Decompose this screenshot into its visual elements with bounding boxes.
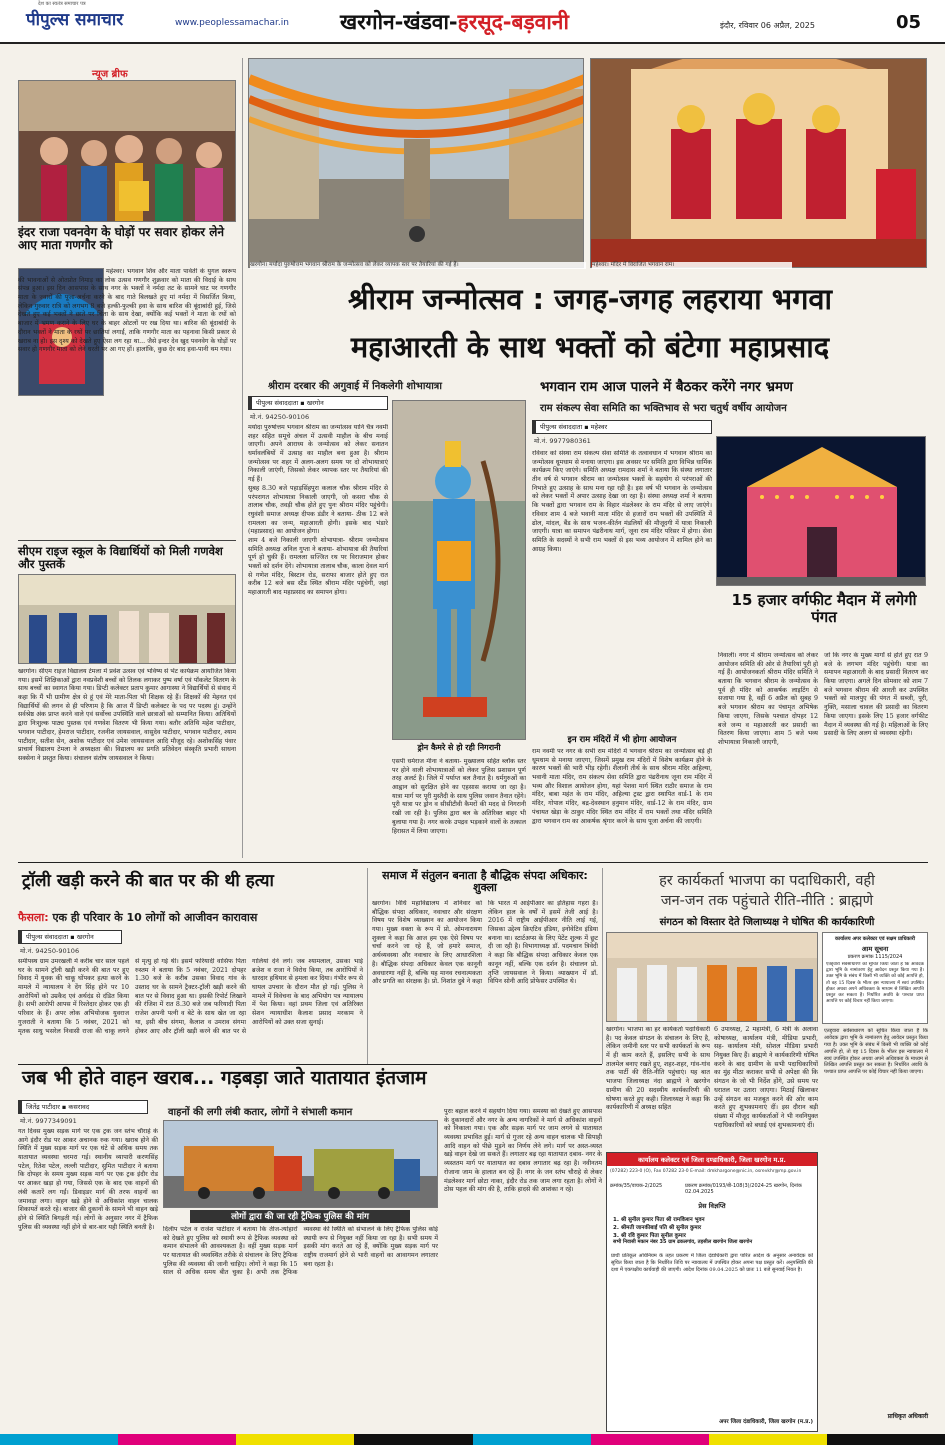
trolley-body: समीपस्थ ग्राम उमरखली में करीब चार साल पहले घर के सामने ट्रॉली खड़ी करने की बात पर हुए विवाद में युवक की चाकू घोंपकर हत्या करने के मामले में न्यायालय ने देंग सिंह होने पर 10 आरोपियों को उम्रकैद एवं अर्थदंड से दंडित किया है। सभी आरोपी आपस में रिश्तेदार होकर एक ही परिवार के हैं। अपर लोक अभियोजक युवराज गुजराती ने बताया कि 5 नवंबर, 2021 को मृतक साधु भसरेल निवासी राजा की चाकू लगने से मृत्यु हो गई थी। इसमें फरियादी वासिफ पिता रुस्तम ने बताया कि 5 नवंबर, 2021 दोपहर 1.30 बजे के करीब उसका विवाद गांव के उस्ताद घर के सामने ट्रैक्टर-ट्रॉली खड़ी करने की बात पर से विवाद हुआ था। इसकी रिपोर्ट लिखाने की रंजिश में रात 8.30 बजे जब फरियादी पिता राजेश अपनी पत्नी व बेटे के साथ खेत जा रहा था, इसी बीच संगमा, कैलाश व उमराव संगमा होकर आए और ट्रॉली खड़ी करने की बात पर से गालियां देने लगे। जब श्यामलाल, उसका भाई ब्रजेश व राजा ने विरोध किया, तब आरोपियों ने धारदार हथियार से हमला कर दिया। गंभीर रूप से घायल उपचार के दौरान मौत हो गई। पुलिस ने मामले में विवेचना के बाद अभियोग पत्र न्यायालय में पेश किया। वहां प्रथम जिला एवं अतिरिक्त सेशन न्यायाधीश कैलाश प्रसाद मरकाम ने आरोपियों को उक्त सजा सुनाई। (18, 958, 363, 1035)
main-subhead: श्रीराम दरबार की अगुवाई में निकलेगी शोभायात्रा (268, 381, 442, 392)
maheshwar-body-2: राम नवमी पर नगर के सभी राम मंदिरों में भगवान श्रीराम का जन्मोत्सव बड़े ही धूमधाम से मनाया जाएगा, जिसमें प्रमुख राम मंदिरों में विशेष कार्यक्रम होने के कारण भक्तों की भारी भीड़ रहेगी। शैलानी तीर्थ के साथ श्रीराम मंदिर अहिल्या, भवानी माता मंदिर, राम संकल्प सेवा समिति द्वारा पंढरीनाथ जूना राम मंदिर में भव्य और विशाल आयोजन होगा, यहां पेशवा मार्ग स्थित राठौर समाज के राम मंदिर, बाबा महंत के राम मंदिर, अहिल्या ट्रस्ट द्वारा स्थापित वार्ड-1 के राम मंदिर, गोपाल मंदिर, बद्र-देवस्थान हनुमान मंदिर, वार्ड-12 के राम मंदिर, ग्राम पंचायत खेड़ा के ठाकुर मंदिर स्थित राम मंदिर में राम भक्तों तथा मंदिर समिति द्वारा भगवान राम का आकर्षक श्रृंगार करने के साथ पूजा अर्चना की जाएगी। (532, 748, 712, 825)
maheshwar-byline-org: पीपुल्स संवाददाता (540, 423, 583, 431)
trolley-byline: पीपुल्स संवाददाता ▪ खरगोन (18, 930, 122, 944)
main-byline-org: पीपुल्स संवाददाता (256, 399, 299, 407)
traffic-body-col3: पुराः बहाल करने में सहयोग दिया गया। समस्या को देखते हुए आसपास के दुकानदारों और नगर के अन्य नागरिकों ने मार्ग से अधिकांश वाहनों को निकाला गया। एक और सड़क मार्ग पर जाम लगने से यातायात व्यवस्था प्रभावित हुई। मार्ग से गुजर रहे अन्य वाहन चालक भी सिपाही आदि वाहन को पीछे मुड़ने का निर्णय लेने लगे। मार्ग पर अस्त-व्यस्त खड़े वाहन देखे जा सकते हैं। लगातार बढ़ रहा यातायात दबाव- नगर के व्यस्ततम मार्ग पर यातायात का दबाव लगातार बढ़ रहा है। नवीनतम रोजाना जाम के हालात बन रहे हैं। नगर के जन स्तंभ चौराहे से लेकर मंडलेश्वर मार्ग छोटा नाका, इंदौर रोड तक जाम लगा रहता है। लोगों ने ठोस पहल की मांग की है, ताकि हादसे की आशंका न रहे। (444, 1108, 602, 1194)
trolley-headline: ट्रॉली खड़ी करने की बात पर की थी हत्या (22, 871, 274, 891)
ram-idol-illustration (591, 59, 927, 268)
temple-lights-photo (716, 436, 926, 586)
printer-color-strip (0, 1434, 945, 1445)
page-number: 05 (896, 12, 922, 33)
notice-ref: प्रकरण क्रमांक 1115/2024 (847, 954, 903, 960)
traffic-byline: जितेंद्र पाटीदार ▪ कसरावद (18, 1100, 148, 1114)
notice-clipping (822, 932, 928, 1024)
top-photo-caption-2: महेश्वर। मंदिर में विराजित भगवान राम। (592, 262, 792, 269)
traffic-byline-place: कसरावद (68, 1103, 90, 1111)
trolley-byline-place: खरगोन (76, 933, 94, 941)
ram-statue-photo (392, 400, 526, 740)
trolley-subhead (18, 910, 368, 925)
ram-idol-photo (590, 58, 927, 268)
maheshwar-byline-place: महेश्वर (590, 423, 608, 431)
tender-ref-right: प्रकरण क्रमांक/0193/बी-108(3)/2024-25 खरगोन, दिनांक 02.04.2025 (685, 1183, 802, 1195)
tender-ref-left: क्रमांक/35/वाचक-2/2025 (610, 1183, 663, 1189)
main-headline-line1: श्रीराम जन्मोत्सव : जगह-जगह लहराया भगवा (347, 282, 833, 316)
notice-footer: प्राधिकृत अधिकारी (887, 1413, 928, 1420)
tender-body: प्रार्थी प्रतिकूल अधिनियम के तहत प्रकरण में जिला दंडाधिकारी द्वारा पारित आदेश के अनुसार अनावेदक को सूचित किया जाता है कि निर्धारित तिथि पर न्यायालय में उपस्थित होकर अपना पक्ष प्रस्तुत करें। अनुपस्थिति की दशा में एकपक्षीय कार्यवाही की जाएगी। आदेश दिनांक 09.04.2025 को प्रातः 11 बजे सुनवाई नियत है। (611, 1253, 813, 1273)
main-body-col2: एसपी धर्मराज मीना ने बताया- मुख्यालय सहित ब्लॉक स्तर पर होने वाली शोभायात्राओं को लेकर पुलिस प्रशासन पूर्ण तरह अलर्ट है। जिले में पर्याप्त बल तैनात है। धर्मगुरुओं का आह्वान को सुरक्षित होने का एहसास कराया जा रहा है। यात्रा मार्ग पर पूरी मुस्तैदी के साथ पुलिस जवान तैनात रहेंगे। पूरी यात्रा पर ड्रोन व सीसीटीवी कैमरों की मदद से निगरानी रखी जा रही है। पुलिस द्वारा बल के अतिरिक्त बाहर भी बुलाया गया है। नगर करके उपद्रव भड़काने वालों के तत्काल हिरासत में लिया जाएगा। (392, 758, 526, 835)
news-brief-label: न्यूज ब्रीफ (92, 69, 128, 80)
traffic-body-col2: दिलीप पटेल व राजेश पाटीदार ने बताया कि तीज-त्योहारों को देखते हुए पुलिस को स्थायी रूप से ट्रैफिक व्यवस्था को कमान संभालने की आवश्यकता है। वहीं मुख्य सड़क मार्ग पर यातायात की व्यवस्थित तरीके से संचालन के लिए ट्रैफिक पुलिस की व्यवस्था की जानी चाहिए। लोगों ने कहा कि 15 साल से अधिक समय बीत चुका है। अभी तक ट्रैफिक व्यवस्था की स्थिति को संभालने के लिए ट्रैफिक पुलिस कोई स्थायी रूप से नियुक्त नहीं किया जा रहा है। सभी समय में इसकी मांग करते आ रहे हैं, क्योंकि मुख्य सड़क मार्ग पर राष्ट्रीय राजमार्ग होने से भारी वाहनों का आवागमन लगातार बना रहता है। (163, 1226, 438, 1277)
traffic-body-col1: गत दिवस मुख्य सड़क मार्ग पर एक ट्रक जन स्तंभ चौराहे के आगे इंदौर रोड पर आकर अचानक रुक गया। खराब होने की स्थिति में मुख्य सड़क मार्ग पर एक घंटे से अधिक समय तक यातायात व्यवस्था चरमरा गई। स्थानीय व्यापारी करणसिंह पटेल, रितेश पटेल, लल्ली पाटीदार, सुमित पाटीदार ने बताया कि दोपहर के समय मुख्य सड़क मार्ग पर एक ट्रक इंदौर रोड पर आकर खड़ा हो गया, जिससे एक के बाद एक वाहनों की लंबी कतारें लग गईं। डिवाइडर मार्ग की तरफ वाहनों का जमावड़ा लगा। वाहन खड़े होने से अधिकांश वाहन चालक शिकायतें करते रहे। बाजार की दुकानों के सामने भी वाहन खड़े होने से स्थिति बिगड़ती गई। लोगों के अनुसार नगर में ट्रैफिक पुलिस की व्यवस्था नहीं होने से बार-बार यही स्थिति बनती है। (18, 1128, 158, 1231)
gangaur-photo (18, 80, 236, 222)
street-decor-photo (248, 58, 584, 268)
trolley-verdict-text: एक ही परिवार के 10 लोगों को आजीवन कारावास (52, 911, 258, 924)
notice-header: कार्यालय अपर कलेक्टर एवं सक्षम प्राधिकारी (834, 936, 916, 942)
bjp-subhead: संगठन को विस्तार देते जिलाध्यक्ष ने घोषित की कार्यकारिणी (659, 917, 875, 928)
traffic-headline: जब भी होते वाहन खराब... गड़बड़ा जाते यातायात इंतजाम (22, 1067, 427, 1089)
traffic-phone: मो.नं. 9977349091 (20, 1117, 77, 1125)
main-headline-line2: महाआरती के साथ भक्तों को बंटेगा महाप्रसाद (350, 330, 830, 364)
brief-body-1: महेश्वर। भगवान शिव और माता पार्वती के युगल स्वरूप की भावनाओं से ओतप्रोत निमाड़ का लोक उत्सव गणगौर शुक्रवार को माता की विदाई के साथ संपन्न हुआ। इस दिन आसपास के साथ नगर के भक्तों ने नर्मदा तट के सामने घाट पर गणगौर माता के ज्वारों की पूजा-अर्चना करने के बाद गाते बिलखते हुए मां नर्मदा में विसर्जित किया, लेकिन गुरुवार रात्रि को लगभग 8 बजे हल्की-फुल्की हवा के साथ बारिश की बूंदाबांदी हुई, जिसे देखते हुए कई भक्तों ने छाते पर चिंता के साथ देखा, क्योंकि कई भक्तों ने माता के रथों को बाजार में भ्रमण कराने के लिए घर के बाहर ओटलों पर रख दिया था। बारिश की बूंदाबांदी के दौरान भक्तों ने माता के रथों पर छातियां लगाईं, ताकि गणगौर माता का पहनावा किसी प्रकार से खराब ना हो। इस दृश्य को देखते हुए ऐसा लग रहा था... जैसे इन्दर देव खुद पवनवेग के घोड़ों पर सवार हो गणगौर माता को लेने धरती पर आ गए हों। हालांकि, कुछ देर बाद हवा-पानी थम गया। (18, 268, 236, 354)
bjp-headline-line1: हर कार्यकर्ता भाजपा का पदाधिकारी, वही (659, 873, 875, 889)
tender-line-3: 3. श्री रवि कुमार पिता सुनील कुमार (613, 1233, 686, 1239)
street-decor-illustration (249, 59, 584, 268)
column-rule (242, 58, 243, 858)
section-divider-1 (18, 862, 928, 863)
notice-body: एतद्द्वारा सर्वसाधारण को सूचित किया जाता है कि आवेदक द्वारा भूमि के नामांतरण हेतु आवेदन प्रस्तुत किया गया है। उक्त भूमि के संबंध में किसी भी व्यक्ति को कोई आपत्ति हो, तो वह 15 दिवस के भीतर इस न्यायालय में स्वयं उपस्थित होकर अथवा अपने अधिवक्ता के माध्यम से लिखित आपत्ति प्रस्तुत कर सकता है। निर्धारित अवधि के पश्चात प्राप्त आपत्ति पर कोई विचार नहीं किया जाएगा। (826, 962, 924, 1005)
school-photo (18, 574, 236, 664)
maheshwar-subhead: राम संकल्प सेवा समिति का भक्तिभाव से भरा चतुर्थ वर्षीय आयोजन (540, 403, 787, 414)
main-body: मर्यादा पुरुषोत्तम भगवान श्रीराम का जन्मोत्सव यानि चैत्र नवमी शहर सहित समूचे अंचल में उत्सवी माहौल के बीच मनाई जाएगी। अपने आराध्य के जन्मोत्सव को लेकर सनातन धर्मावलंबियों में उत्साह का माहौल बना हुआ है। श्रीराम जन्मोत्सव पर शहर में अलग-अलग समय पर दो शोभायात्राएं निकाली जाएंगी, जिसको लेकर व्यापक स्तर पर तैयारियां की गई हैं। सुबह 8.30 बजे पहाड़सिंहपुरा कलाल चौक श्रीराम मंदिर से परंपरागत शोभायात्रा निकाली जाएगी, जो कसरा चौक से तालाब चौक, तवड़ी चौक होते हुए पुनः श्रीराम मंदिर पहुंचेगी। रघुवंशी समाज अध्यक्ष दीपक डंडीर ने बताया- ठीक 12 बजे रामलला का जन्म, महाआरती होगी। इसके बाद भंडारे (महाप्रसाद) का आयोजन होगा। शाम 4 बजे निकाली जाएगी शोभायात्रा- श्रीराम जन्मोत्सव समिति अध्यक्ष अनिल गुप्ता ने बताया- शोभायात्रा की तैयारियां पूर्ण हो चुकी हैं। रामलला सज्जित रथ पर विराजमान होकर भक्तों को दर्शन देंगे। शोभायात्रा तालाब चौक, काला देवल मार्ग से गणेश मंदिर, बिस्टान रोड, सराफा बाजार होते हुए रात करीब 12 बजे बस स्टैंड स्थित श्रीराम मंदिर पहुंचेगी, जहां महाआरती बाद महाप्रसाद का समापन होगा। (248, 424, 388, 597)
maheshwar-body: रविवार को संस्था राम संकल्प सेवा समिति के तत्वावधान में भगवान श्रीराम का जन्मोत्सव धूमधाम से मनाया जाएगा। इस अवसर पर समिति द्वारा विभिन्न धार्मिक कार्यक्रम किए जाएंगे। समिति अध्यक्ष रामदास शर्मा ने बताया कि संस्था लगातार तीन वर्ष से भगवान श्रीराम का जन्मोत्सव भक्तों के सहयोग से परंपराओं की निभाते हुए उत्साह के साथ मना रहा रही है। इस वर्ष भी भगवान के जन्मोत्सव को लेकर भक्तों में अपार उत्साह देखा जा रहा है। संस्था अध्यक्ष शर्मा ने बताया कि भक्तों द्वारा भगवान राम के विहार मंडलेश्वर के राम मंदिर से लाए जाएंगे। रविवार शाम 4 बजे भवानी माता मंदिर से हजारों राम भक्तों की उपस्थिति में ढोल, मांदल, बैंड के साथ भजन-कीर्तन मंडलियों की मौजूदगी में यात्रा निकाली जाएगी। यात्रा का समापन पंढरीनाथ मार्ग, जूना राम मंदिर परिसर में होगा। सेवा समिति के सदस्यों ने सभी राम भक्तों से इस भव्य आयोजन में शामिल होने का आग्रह किया। (532, 450, 712, 553)
gangaur-illustration (19, 81, 236, 222)
notice-continued: एतद्द्वारा सर्वसाधारण को सूचित किया जाता है कि आवेदक द्वारा भूमि के नामांतरण हेतु आवेदन प्रस्तुत किया गया है। उक्त भूमि के संबंध में किसी भी व्यक्ति को कोई आपत्ति हो, तो वह 15 दिवस के भीतर इस न्यायालय में स्वयं उपस्थित होकर अथवा अपने अधिवक्ता के माध्यम से लिखित आपत्ति प्रस्तुत कर सकता है। निर्धारित अवधि के पश्चात प्राप्त आपत्ति पर कोई विचार नहीं किया जाएगा। (824, 1028, 928, 1076)
bjp-body-col1: खरगोन। भाजपा का हर कार्यकर्ता पदाधिकारी है। पद केवल संगठन के संचालन के लिए है, लेकिन जमीनी स्तर पर सभी कार्यकर्ता के रूप में ही काम करते हैं, इसलिए सभी के साथ तालमेल बनाए रखते हुए, शहर-शहर, गांव-गांव तक पार्टी की रीति-नीति पहुंचाएं। यह बात भाजपा जिलाध्यक्ष नंदा ब्राह्मणे ने खरगोन ग्रामीण की 20 सदस्यीय कार्यकारिणी की घोषणा करते हुए कही। जिलाध्यक्ष ने कहा कि कार्यकारिणी में अध्यक्ष सहित (606, 1026, 710, 1112)
trolley-phone: मो.नं. 94250-90106 (20, 947, 80, 955)
notice-title: आम सूचना (861, 945, 889, 953)
brief-body-2: खरगोन। सीएम राइज विद्यालय टेमला में प्रवेश उत्सव एवं भविष्य से भेंट कार्यक्रम आयोजित किया गया। इसमें शिक्षिकाओं द्वारा नवप्रवेशी बच्चों को तिलक लगाकर पुष्प वर्षा एवं पॉकलेट वितरण के साथ बच्चों का स्वागत किया गया। डिप्टी कलेक्टर प्रताप कुमार आगास्या ने विद्यार्थियों से संवाद में कहा कि मैं भी ग्रामीण क्षेत्र से हूं एवं मेरे माता-पिता भी शिक्षक रहे हैं। शिक्षकों की मेहनत एवं विद्यार्थियों की लगन से ही परिणाम है कि आज मैं डिप्टी कलेक्टर के पद पर पदस्थ हूं। उन्होंने सर्वश्रेष्ठ अंक प्राप्त करने वाले एवं सर्वोच्च उपस्थिति वाले छात्राओं को सम्मानित किया। अतिथियों द्वारा निःशुल्क पाठ्य पुस्तक एवं गणवेश वितरण भी किया गया। बतौर अतिथि महेश पाटीदार, भगवान पाटीदार, हेमराज पाटीदार, रजनीश जायसवाल, वासुदेव पाटीदार, भगवान पाटीदार, श्याम पाटीदार, सतीश सेन, अशोक पाटीदार एवं उमेश जायसवाल आदि मौजूद रहे। अशोकसिंह पंवार प्राचार्य विद्यालय टेमला ने अध्यक्षता की। विद्यालय का प्रगति प्रतिवेदन संस्कृति प्रभारी साधना सक्सेना ने प्रस्तुत किया। संचालन संतोष जायसवाल ने किया। (18, 668, 236, 762)
main-byline-place: खरगोन (306, 399, 324, 407)
pangat-headline: 15 हजार वर्गफीट मैदान में लगेगी पंगत (731, 591, 917, 626)
main-phone: मो.नं. 94250-90106 (250, 413, 310, 421)
logo-tagline: देश का स्वतंत्र समाचार पत्र (38, 1, 86, 7)
trolley-byline-org: पीपुल्स संवाददाता (26, 933, 69, 941)
dateline: इंदौर, रविवार 06 अप्रैल, 2025 (720, 21, 815, 30)
pangat-body-col2: जो कि नगर के मुख्य मार्गों से होते हुए रात 9 बजे के लगभग मंदिर पहुंचेगी। यात्रा का समापन महाआरती के बाद प्रसादी वितरण कर किया जाएगा। अगले दिन सोमवार को शाम 7 बजे भगवान श्रीराम की आरती कर उपस्थित भक्तों को मालपुए की पंगत में सब्जी, पूरी, नुक्ति, मसाला चावल की प्रसादी का वितरण किया जाएगा। इसके लिए 15 हजार वर्गफीट मैदान में व्यवस्था की गई है। महिलाओं के लिए प्रसादी के लिए अलग से व्यवस्था रहेगी। (824, 652, 928, 738)
traffic-byline-org: जितेंद्र पाटीदार (26, 1103, 60, 1111)
trolley-rule (367, 868, 368, 1064)
traffic-illustration (164, 1121, 438, 1208)
traffic-photo-caption: लोगों द्वारा की जा रही ट्रैफिक पुलिस की मांग (190, 1210, 410, 1223)
maheshwar-subhead-2: इन राम मंदिरों में भी होगा आयोजन (567, 735, 677, 745)
main-byline: पीपुल्स संवाददाता ▪ खरगोन (248, 396, 388, 410)
traffic-subhead: वाहनों की लगी लंबी कतार, लोगों ने संभाली कमान (168, 1107, 353, 1118)
traffic-photo (163, 1120, 438, 1208)
temple-lights-illustration (717, 437, 926, 586)
bjp-group-photo (606, 932, 818, 1022)
top-photo-caption-1: खरगोन। मर्यादा पुरुषोत्तम भगवान श्रीराम के जन्मोत्सव को लेकर व्यापक स्तर पर तैयारियां की गई हैं। (250, 262, 586, 269)
section-title-main: खरगोन-खंडवा- (340, 10, 458, 34)
logo: पीपुल्स समाचार (26, 10, 124, 30)
samaj-body: खरगोन। विधि महाविद्यालय में शनिवार को बौद्धिक संपदा अधिकार, नवाचार और संरक्षण विषय पर विशेष व्याख्यान का आयोजन किया गया। मुख्य वक्ता के रूप में प्रो. ओमनारायण शुक्ला ने कहा कि आज हम एक ऐसे विषय पर चर्चा करने जा रहे हैं, जो हमारे समाज, अर्थव्यवस्था और नवाचार के लिए आधारशिला है। बौद्धिक संपदा अधिकार केवल एक कानूनी अवधारणा नहीं है, बल्कि यह मानव रचनात्मकता और प्रगति का संरक्षक है। प्रो. निशांत दुबे ने कहा कि भारत में आईपीआर का इतिहास गहरा है। लेकिन हाल के वर्षों में इसमें तेजी आई है। 2016 में राष्ट्रीय आईपीआर नीति लाई गई, जिसका उद्देश्य क्रिएटिव इंडिया, इनोवेटिव इंडिया बनाना था। स्टार्टअप्स के लिए पेटेंट शुल्क में छूट दी जा रही है। विभागाध्यक्ष डॉ. पदमचान त्रिवेदी ने कहा कि बौद्धिक संपदा अधिकार केवल एक कानून नहीं, बल्कि एक दर्शन है। संचालन प्रो. तृप्ति जायसवाल ने किया। व्याख्यान में डॉ. विपिन सोनी आदि प्रोफेसर उपस्थित थे। (372, 900, 598, 986)
drone-caption: ड्रोन कैमरे से हो रही निगरानी (417, 743, 501, 752)
pangat-body-col1: निवाली। नगर में श्रीराम जन्मोत्सव को लेकर आयोजन समिति की ओर से तैयारियां पूरी हो गई हैं। आयोजनकर्ता श्रीराम मंदिर समिति ने बताया कि भगवान श्रीराम के जन्मोत्सव के पूर्व ही मंदिर को आकर्षक लाइटिंग से सजाया गया है, वहीं 6 अप्रैल को सुबह 9 बजे भगवान श्रीराम का पंचामृत अभिषेक किया जाएगा, जिसके पश्चात दोपहर 12 बजे जन्म व महाआरती कर प्रसादी का वितरण किया जाएगा। शाम 5 बजे भव्य शोभायात्रा निकाली जाएगी, (718, 652, 818, 746)
section-title (340, 8, 569, 36)
school-illustration (19, 575, 236, 664)
bjp-headline-line2: जन-जन तक पहुंचाते रीति-नीति : ब्राह्मणे (660, 893, 874, 909)
ram-statue-illustration (393, 401, 526, 740)
brief-headline-1: इंदर राजा पवनवेग के घोड़ों पर सवार होकर लेने आए माता गणगौर को (18, 225, 225, 253)
maheshwar-byline: पीपुल्स संवाददाता ▪ महेश्वर (532, 420, 712, 434)
brief-divider (18, 540, 236, 541)
brief-headline-2: सीएम राइज स्कूल के विद्यार्थियों को मिली गणवेश और पुस्तकें (18, 544, 223, 571)
section-title-red: हरसूद-बड़वानी (457, 10, 569, 34)
maheshwar-headline: भगवान राम आज पालने में बैठकर करेंगे नगर भ्रमण (540, 379, 793, 395)
bjp-body-col2: 6 उपाध्यक्ष, 2 महामंत्री, 6 मंत्री के अलावा कोषाध्यक्ष, कार्यालय मंत्री, मीडिया प्रभारी, सह- कार्यालय मंत्री, सोशल मीडिया प्रभारी नियुक्त किए हैं। ब्राह्मणे ने कार्यकारिणी घोषित करने के बाद ग्रामीण के सभी पदाधिकारियों का मुंह मीठा कराकर सभी से अपेक्षा की कि संगठन के जो भी निर्देश होंगे, उसे समय पर धरातल पर उतारा जाएगा। मिठाई खिलाकर उन्हें संगठन का मजबूत करने की ओर काम करते हुए शुभकामनाएं दीं। इस दौरान बड़ी संख्या में मौजूद कार्यकर्ताओं ने भी नवनियुक्त पदाधिकारियों को बधाई एवं शुभकामनाएं दीं। (714, 1026, 818, 1129)
samaj-headline: समाज में संतुलन बनाता है बौद्धिक संपदा अधिकार: शुक्ला (382, 869, 588, 895)
maheshwar-phone: मो.नं. 9977980361 (534, 437, 591, 445)
site-url[interactable]: www.peoplessamachar.in (175, 18, 289, 28)
tender-title: प्रेस विज्ञप्ति (698, 1202, 726, 1210)
masthead (0, 0, 945, 44)
section-divider-2 (18, 1064, 602, 1065)
tender-line-4: सभी निवासी मकान नंबर 35 ग्राम ढकलगांव, तहसील खरगोन जिला खरगोन (613, 1239, 753, 1245)
tender-line-1: 1. श्री सुनील कुमार पिता श्री रामकिशन भुवन (613, 1217, 705, 1223)
tender-header: कार्यालय कलेक्टर एवं जिला दण्डाधिकारी, जिला खरगोन म.प्र. (607, 1153, 817, 1166)
tender-contact: (07282) 223-0 (O), Fax 07282 23-0 E-mail: dmkhargone@nic.in, osrevkhr@mp.gov.in (610, 1169, 802, 1174)
bjp-group-illustration (607, 933, 818, 1022)
tender-line-2: 2. श्रीमती जानकीबाई पति श्री सुनील कुमार (613, 1225, 702, 1231)
tender-footer: अपर जिला दंडाधिकारी, जिला खरगोन (म.प्र.) (719, 1419, 813, 1425)
tender-box (606, 1152, 818, 1432)
samaj-rule (602, 868, 603, 1064)
trolley-verdict-label: फैसला: (18, 911, 49, 924)
